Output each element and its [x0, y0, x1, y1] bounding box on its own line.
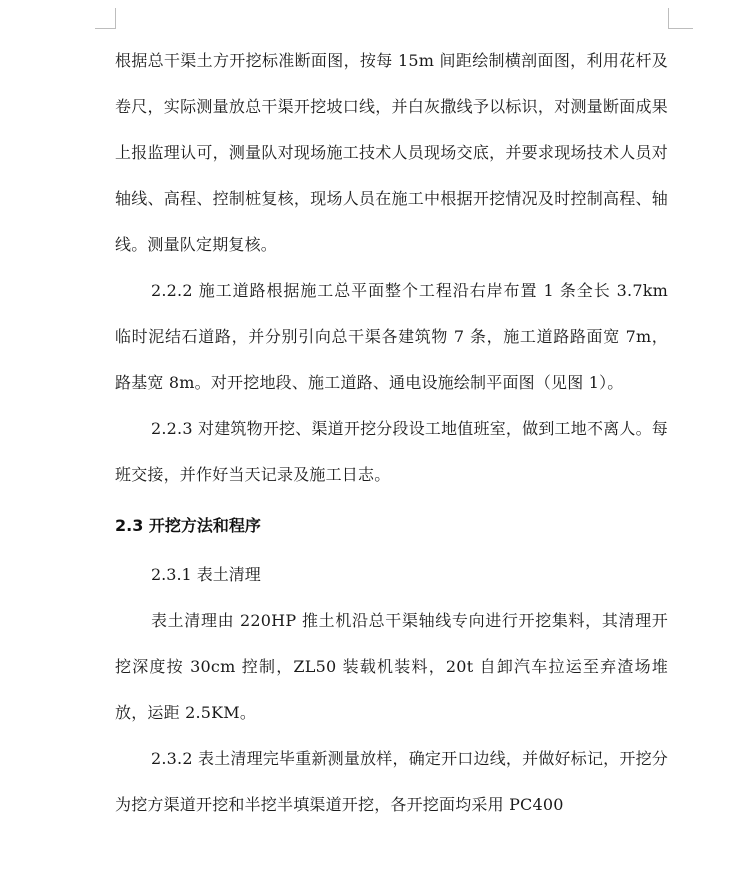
paragraph-construction-road: 2.2.2 施工道路根据施工总平面整个工程沿右岸布置 1 条全长 3.7km 临时泥结石道路，并分别引向总干渠各建筑物 7 条，施工道路路面宽 7m，路基宽 8m。对开挖地段、施工道路、通电设施绘制平面图（见图 1）。: [115, 281, 668, 392]
paragraph-topsoil-clearing: 表土清理由 220HP 推土机沿总干渠轴线专向进行开挖集料，其清理开挖深度按 30cm 控制，ZL50 装载机装料，20t 自卸汽车拉运至弃渣场堆放，运距 2.5KM。: [115, 611, 668, 722]
document-body: [115, 38, 668, 828]
page-corner-mark-top-right: [668, 8, 693, 29]
page-corner-mark-top-left: [95, 8, 116, 29]
subsection-heading-topsoil: 2.3.1 表土清理: [151, 565, 261, 584]
section-heading: 2.3 开挖方法和程序: [115, 516, 261, 535]
paragraph-survey-layout: 根据总干渠土方开挖标准断面图，按每 15m 间距绘制横剖面图，利用花杆及卷尺，实际测量放总干渠开挖坡口线，并白灰撒线予以标识，对测量断面成果上报监理认可，测量队对现场施工技术人员现场交底，并要求现场技术人员对轴线、高程、控制桩复核，现场人员在施工中根据开挖情况及时控制高程、轴线。测量队定期复核。: [115, 51, 668, 254]
paragraph-excavation-layout: 2.3.2 表土清理完毕重新测量放样，确定开口边线，并做好标记，开挖分为挖方渠道开挖和半挖半填渠道开挖，各开挖面均采用 PC400: [115, 749, 668, 814]
paragraph-duty-room: 2.2.3 对建筑物开挖、渠道开挖分段设工地值班室，做到工地不离人。每班交接，并作好当天记录及施工日志。: [115, 419, 668, 484]
